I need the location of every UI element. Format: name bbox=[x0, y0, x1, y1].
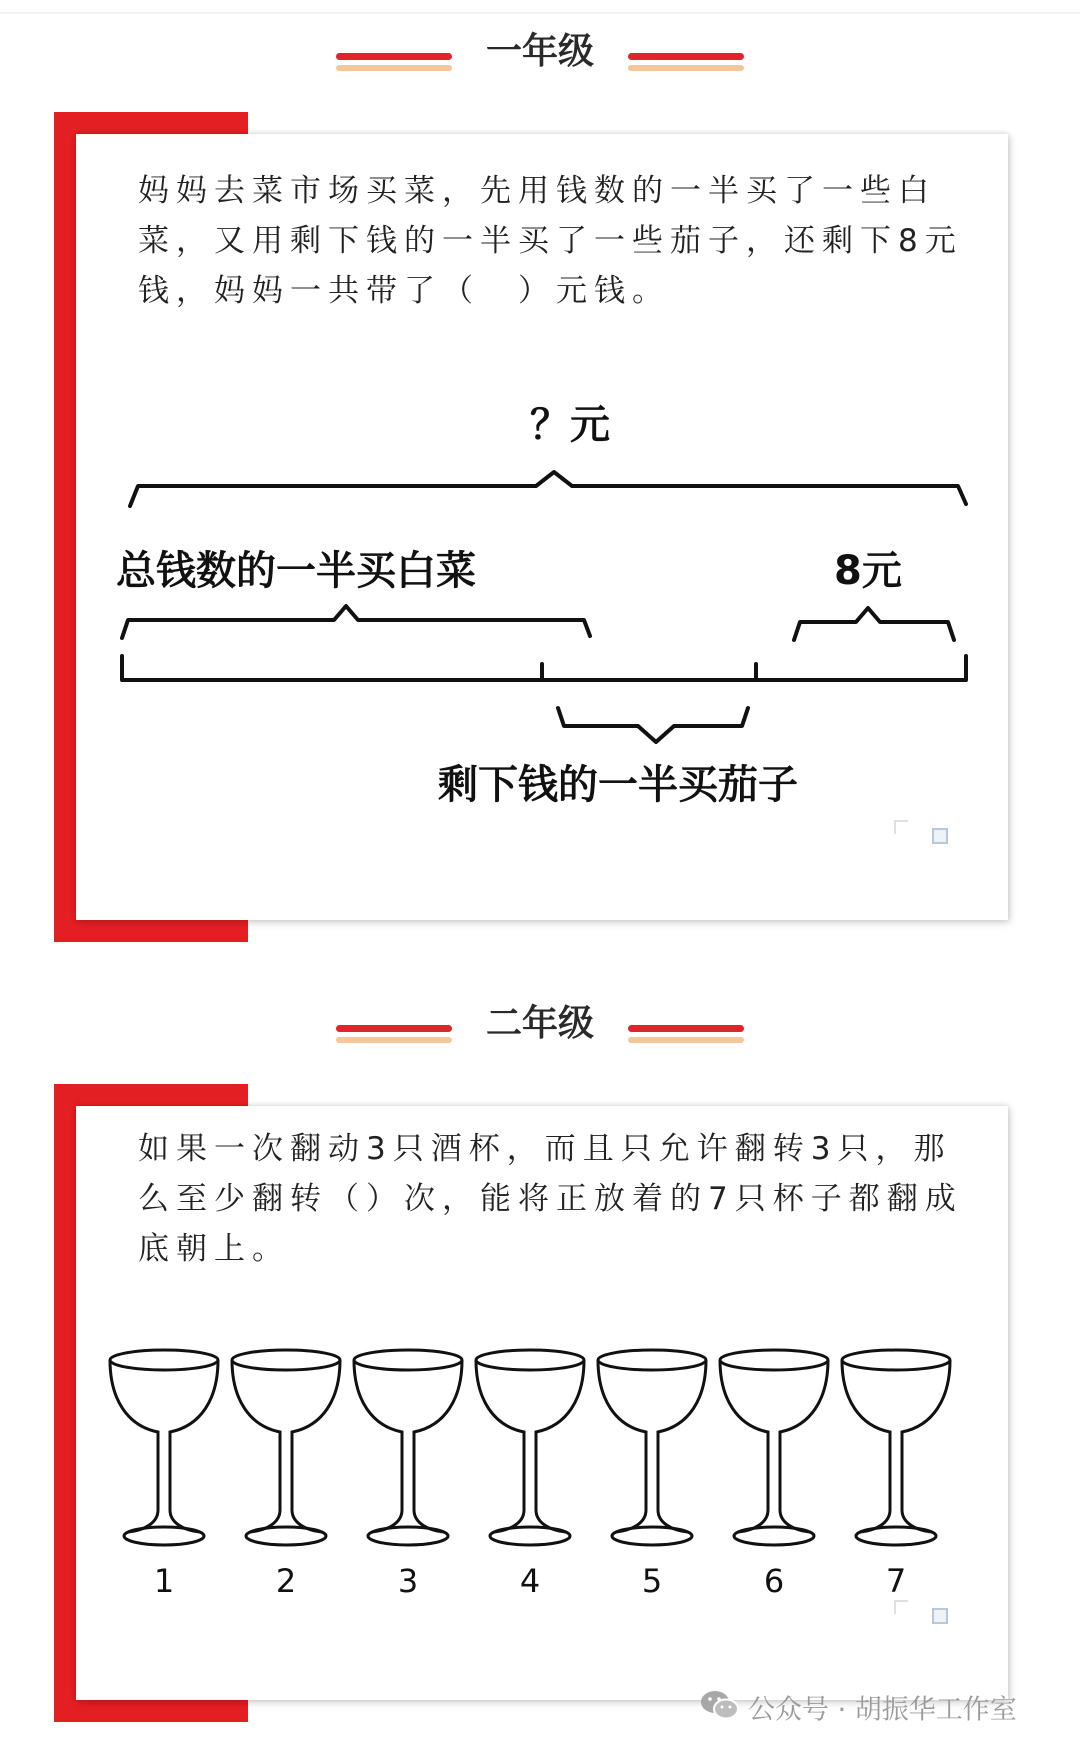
total-brace bbox=[130, 472, 966, 506]
section-title: 二年级 bbox=[485, 1003, 594, 1044]
watermark-text: 公众号 · 胡振华工作室 bbox=[748, 1694, 1017, 1726]
watermark bbox=[700, 1688, 1017, 1728]
question-card-grade1 bbox=[54, 112, 1008, 942]
card-frame-top bbox=[54, 1084, 248, 1106]
section-title: 一年级 bbox=[485, 31, 594, 72]
section-header-grade2 bbox=[0, 994, 1080, 1054]
header-decor-left bbox=[336, 53, 452, 71]
question-text: 如果一次翻动3只酒杯，而且只允许翻转3只，那么至少翻转（）次，能将正放着的7只杯子都翻成底朝上。 bbox=[138, 1131, 963, 1267]
remain-label: 8元 bbox=[834, 548, 902, 594]
wine-glass bbox=[354, 1350, 462, 1545]
eggplant-label: 剩下钱的一半买茄子 bbox=[438, 762, 798, 808]
card-panel bbox=[76, 1106, 1008, 1700]
image-corner-mark bbox=[894, 820, 908, 834]
wechat-icon bbox=[700, 1688, 740, 1734]
header-decor-right bbox=[628, 53, 744, 71]
glass-number-label: 4 bbox=[519, 1562, 541, 1600]
card-frame-bottom bbox=[54, 1700, 248, 1722]
remain-brace bbox=[794, 608, 954, 640]
image-corner-mark bbox=[894, 1600, 908, 1614]
wine-glass bbox=[598, 1350, 706, 1545]
wine-glasses-illustration bbox=[76, 1106, 1008, 1700]
image-corner-mark bbox=[932, 828, 948, 844]
header-decor-left bbox=[336, 1025, 452, 1043]
wine-glass bbox=[110, 1350, 218, 1545]
total-label: ？元 bbox=[530, 402, 610, 448]
glass-number-label: 6 bbox=[763, 1562, 785, 1600]
glass-number-label: 1 bbox=[153, 1562, 175, 1600]
cabbage-label: 总钱数的一半买白菜 bbox=[116, 548, 476, 594]
card-panel bbox=[76, 134, 1008, 920]
line-segment-diagram bbox=[76, 134, 1008, 920]
glass-number-label: 7 bbox=[885, 1562, 907, 1600]
wine-glass bbox=[720, 1350, 828, 1545]
glass-number-label: 5 bbox=[641, 1562, 663, 1600]
cabbage-brace bbox=[122, 606, 590, 638]
card-frame-left bbox=[54, 112, 76, 942]
card-frame-top bbox=[54, 112, 248, 134]
header-decor-right bbox=[628, 1025, 744, 1043]
section-header-grade1 bbox=[0, 22, 1080, 82]
question-card-grade2 bbox=[54, 1084, 1008, 1722]
glass-number-label: 2 bbox=[275, 1562, 297, 1600]
wine-glass bbox=[476, 1350, 584, 1545]
glass-number-label: 3 bbox=[397, 1562, 419, 1600]
card-frame-bottom bbox=[54, 920, 248, 942]
image-corner-mark bbox=[932, 1608, 948, 1624]
wine-glass bbox=[232, 1350, 340, 1545]
eggplant-brace bbox=[558, 708, 748, 742]
wine-glass bbox=[842, 1350, 950, 1545]
question-text: 妈妈去菜市场买菜，先用钱数的一半买了一些白菜，又用剩下钱的一半买了一些茄子，还剩下8元钱，妈妈一共带了（ ）元钱。 bbox=[138, 173, 963, 309]
card-frame-left bbox=[54, 1084, 76, 1722]
top-divider bbox=[0, 12, 1080, 14]
